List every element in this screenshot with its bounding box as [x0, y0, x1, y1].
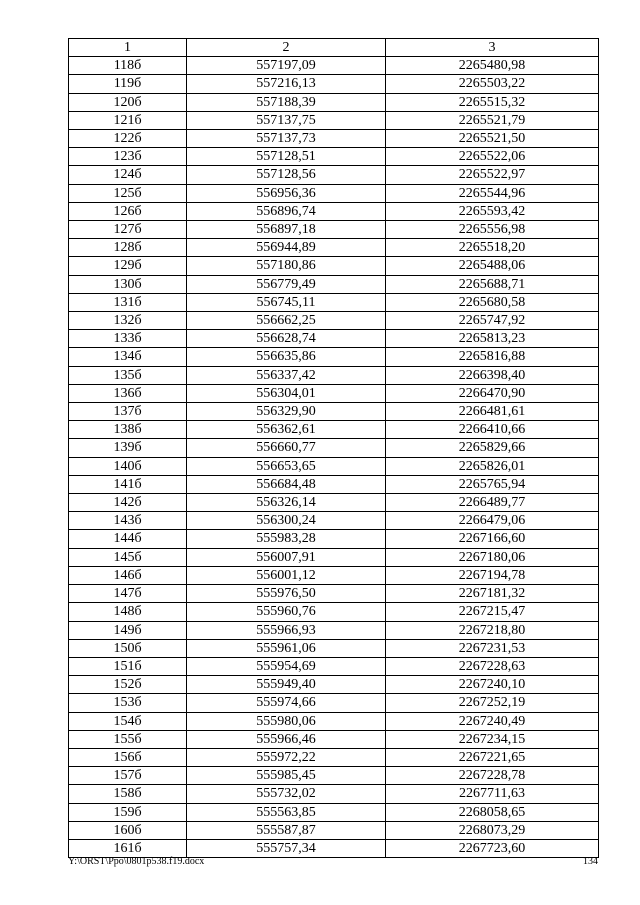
x-coordinate-cell: 556660,77	[187, 439, 386, 457]
y-coordinate-cell: 2266479,06	[386, 512, 599, 530]
x-coordinate-cell: 556944,89	[187, 239, 386, 257]
y-coordinate-cell: 2266398,40	[386, 366, 599, 384]
y-coordinate-cell: 2265593,42	[386, 202, 599, 220]
table-body	[69, 57, 599, 858]
table-row	[69, 821, 599, 839]
coordinates-table	[68, 38, 599, 858]
table-row	[69, 530, 599, 548]
point-id-cell: 146б	[69, 566, 187, 584]
table-row	[69, 275, 599, 293]
y-coordinate-cell: 2265521,50	[386, 130, 599, 148]
table-row	[69, 75, 599, 93]
x-coordinate-cell: 556779,49	[187, 275, 386, 293]
table-row	[69, 585, 599, 603]
x-coordinate-cell: 555983,28	[187, 530, 386, 548]
x-coordinate-cell: 556745,11	[187, 293, 386, 311]
y-coordinate-cell: 2265518,20	[386, 239, 599, 257]
x-coordinate-cell: 557137,73	[187, 130, 386, 148]
point-id-cell: 132б	[69, 312, 187, 330]
y-coordinate-cell: 2267231,53	[386, 639, 599, 657]
table-row	[69, 421, 599, 439]
point-id-cell: 156б	[69, 748, 187, 766]
table-row	[69, 348, 599, 366]
table-row	[69, 330, 599, 348]
y-coordinate-cell: 2265515,32	[386, 93, 599, 111]
point-id-cell: 124б	[69, 166, 187, 184]
x-coordinate-cell: 556362,61	[187, 421, 386, 439]
y-coordinate-cell: 2265522,06	[386, 148, 599, 166]
point-id-cell: 126б	[69, 202, 187, 220]
point-id-cell: 129б	[69, 257, 187, 275]
x-coordinate-cell: 555980,06	[187, 712, 386, 730]
table-row	[69, 312, 599, 330]
point-id-cell: 145б	[69, 548, 187, 566]
y-coordinate-cell: 2268073,29	[386, 821, 599, 839]
y-coordinate-cell: 2265765,94	[386, 475, 599, 493]
table-row	[69, 548, 599, 566]
y-coordinate-cell: 2265826,01	[386, 457, 599, 475]
x-coordinate-cell: 555757,34	[187, 839, 386, 857]
table-row	[69, 403, 599, 421]
x-coordinate-cell: 556897,18	[187, 221, 386, 239]
point-id-cell: 125б	[69, 184, 187, 202]
y-coordinate-cell: 2266481,61	[386, 403, 599, 421]
table-row	[69, 839, 599, 857]
x-coordinate-cell: 557180,86	[187, 257, 386, 275]
table-row	[69, 621, 599, 639]
y-coordinate-cell: 2266470,90	[386, 384, 599, 402]
table-row	[69, 566, 599, 584]
point-id-cell: 122б	[69, 130, 187, 148]
point-id-cell: 119б	[69, 75, 187, 93]
x-coordinate-cell: 556337,42	[187, 366, 386, 384]
x-coordinate-cell: 556956,36	[187, 184, 386, 202]
header-row	[69, 39, 599, 57]
x-coordinate-cell: 556896,74	[187, 202, 386, 220]
point-id-cell: 161б	[69, 839, 187, 857]
point-id-cell: 151б	[69, 657, 187, 675]
x-coordinate-cell: 556329,90	[187, 403, 386, 421]
x-coordinate-cell: 556635,86	[187, 348, 386, 366]
y-coordinate-cell: 2265813,23	[386, 330, 599, 348]
y-coordinate-cell: 2266410,66	[386, 421, 599, 439]
point-id-cell: 137б	[69, 403, 187, 421]
x-coordinate-cell: 555732,02	[187, 785, 386, 803]
point-id-cell: 138б	[69, 421, 187, 439]
x-coordinate-cell: 555985,45	[187, 767, 386, 785]
point-id-cell: 136б	[69, 384, 187, 402]
y-coordinate-cell: 2267240,49	[386, 712, 599, 730]
y-coordinate-cell: 2265480,98	[386, 57, 599, 75]
table-row	[69, 694, 599, 712]
y-coordinate-cell: 2265544,96	[386, 184, 599, 202]
point-id-cell: 118б	[69, 57, 187, 75]
point-id-cell: 155б	[69, 730, 187, 748]
x-coordinate-cell: 556326,14	[187, 494, 386, 512]
y-coordinate-cell: 2265680,58	[386, 293, 599, 311]
x-coordinate-cell: 557137,75	[187, 111, 386, 129]
table-row	[69, 257, 599, 275]
table-row	[69, 767, 599, 785]
x-coordinate-cell: 557188,39	[187, 93, 386, 111]
y-coordinate-cell: 2267194,78	[386, 566, 599, 584]
x-coordinate-cell: 557128,51	[187, 148, 386, 166]
point-id-cell: 121б	[69, 111, 187, 129]
x-coordinate-cell: 556684,48	[187, 475, 386, 493]
point-id-cell: 139б	[69, 439, 187, 457]
table-row	[69, 439, 599, 457]
y-coordinate-cell: 2265829,66	[386, 439, 599, 457]
x-coordinate-cell: 557128,56	[187, 166, 386, 184]
table-row	[69, 730, 599, 748]
table-row	[69, 712, 599, 730]
table-row	[69, 512, 599, 530]
point-id-cell: 140б	[69, 457, 187, 475]
point-id-cell: 159б	[69, 803, 187, 821]
point-id-cell: 160б	[69, 821, 187, 839]
y-coordinate-cell: 2265688,71	[386, 275, 599, 293]
table-row	[69, 676, 599, 694]
point-id-cell: 141б	[69, 475, 187, 493]
footer-page-number: 134	[583, 856, 598, 867]
y-coordinate-cell: 2267215,47	[386, 603, 599, 621]
table-row	[69, 221, 599, 239]
x-coordinate-cell: 556662,25	[187, 312, 386, 330]
table-row	[69, 657, 599, 675]
table-row	[69, 639, 599, 657]
y-coordinate-cell: 2266489,77	[386, 494, 599, 512]
y-coordinate-cell: 2267181,32	[386, 585, 599, 603]
table-row	[69, 384, 599, 402]
point-id-cell: 131б	[69, 293, 187, 311]
table-row	[69, 57, 599, 75]
point-id-cell: 127б	[69, 221, 187, 239]
x-coordinate-cell: 555976,50	[187, 585, 386, 603]
table-row	[69, 184, 599, 202]
x-coordinate-cell: 555966,46	[187, 730, 386, 748]
y-coordinate-cell: 2265522,97	[386, 166, 599, 184]
point-id-cell: 123б	[69, 148, 187, 166]
table-row	[69, 93, 599, 111]
y-coordinate-cell: 2265556,98	[386, 221, 599, 239]
point-id-cell: 142б	[69, 494, 187, 512]
table-row	[69, 293, 599, 311]
x-coordinate-cell: 556653,65	[187, 457, 386, 475]
y-coordinate-cell: 2265747,92	[386, 312, 599, 330]
y-coordinate-cell: 2267228,63	[386, 657, 599, 675]
x-coordinate-cell: 556304,01	[187, 384, 386, 402]
point-id-cell: 134б	[69, 348, 187, 366]
x-coordinate-cell: 555587,87	[187, 821, 386, 839]
x-coordinate-cell: 556628,74	[187, 330, 386, 348]
column-header-1: 1	[69, 39, 187, 57]
table-row	[69, 475, 599, 493]
y-coordinate-cell: 2267234,15	[386, 730, 599, 748]
table-row	[69, 457, 599, 475]
table-row	[69, 148, 599, 166]
x-coordinate-cell: 555960,76	[187, 603, 386, 621]
x-coordinate-cell: 555972,22	[187, 748, 386, 766]
x-coordinate-cell: 557197,09	[187, 57, 386, 75]
y-coordinate-cell: 2267252,19	[386, 694, 599, 712]
x-coordinate-cell: 555949,40	[187, 676, 386, 694]
table-row	[69, 366, 599, 384]
y-coordinate-cell: 2267723,60	[386, 839, 599, 857]
footer-file-path: Y:\ORST\Ppo\0801p538.f19.docx	[68, 856, 205, 867]
y-coordinate-cell: 2267180,06	[386, 548, 599, 566]
table-row	[69, 202, 599, 220]
y-coordinate-cell: 2268058,65	[386, 803, 599, 821]
y-coordinate-cell: 2265488,06	[386, 257, 599, 275]
x-coordinate-cell: 555954,69	[187, 657, 386, 675]
table-row	[69, 494, 599, 512]
y-coordinate-cell: 2267221,65	[386, 748, 599, 766]
point-id-cell: 152б	[69, 676, 187, 694]
x-coordinate-cell: 557216,13	[187, 75, 386, 93]
y-coordinate-cell: 2265521,79	[386, 111, 599, 129]
y-coordinate-cell: 2267218,80	[386, 621, 599, 639]
point-id-cell: 157б	[69, 767, 187, 785]
point-id-cell: 158б	[69, 785, 187, 803]
point-id-cell: 120б	[69, 93, 187, 111]
table-row	[69, 130, 599, 148]
table-row	[69, 166, 599, 184]
x-coordinate-cell: 556300,24	[187, 512, 386, 530]
point-id-cell: 135б	[69, 366, 187, 384]
point-id-cell: 128б	[69, 239, 187, 257]
x-coordinate-cell: 555563,85	[187, 803, 386, 821]
table-row	[69, 785, 599, 803]
x-coordinate-cell: 555974,66	[187, 694, 386, 712]
point-id-cell: 133б	[69, 330, 187, 348]
table-row	[69, 748, 599, 766]
table-header	[69, 39, 599, 57]
point-id-cell: 130б	[69, 275, 187, 293]
y-coordinate-cell: 2267228,78	[386, 767, 599, 785]
column-header-3: 3	[386, 39, 599, 57]
point-id-cell: 153б	[69, 694, 187, 712]
point-id-cell: 144б	[69, 530, 187, 548]
column-header-2: 2	[187, 39, 386, 57]
y-coordinate-cell: 2267240,10	[386, 676, 599, 694]
x-coordinate-cell: 556007,91	[187, 548, 386, 566]
point-id-cell: 143б	[69, 512, 187, 530]
table-row	[69, 111, 599, 129]
table-row	[69, 603, 599, 621]
point-id-cell: 154б	[69, 712, 187, 730]
x-coordinate-cell: 555966,93	[187, 621, 386, 639]
point-id-cell: 150б	[69, 639, 187, 657]
point-id-cell: 147б	[69, 585, 187, 603]
y-coordinate-cell: 2267166,60	[386, 530, 599, 548]
y-coordinate-cell: 2267711,63	[386, 785, 599, 803]
y-coordinate-cell: 2265816,88	[386, 348, 599, 366]
table-row	[69, 239, 599, 257]
x-coordinate-cell: 556001,12	[187, 566, 386, 584]
y-coordinate-cell: 2265503,22	[386, 75, 599, 93]
table-row	[69, 803, 599, 821]
point-id-cell: 149б	[69, 621, 187, 639]
x-coordinate-cell: 555961,06	[187, 639, 386, 657]
point-id-cell: 148б	[69, 603, 187, 621]
